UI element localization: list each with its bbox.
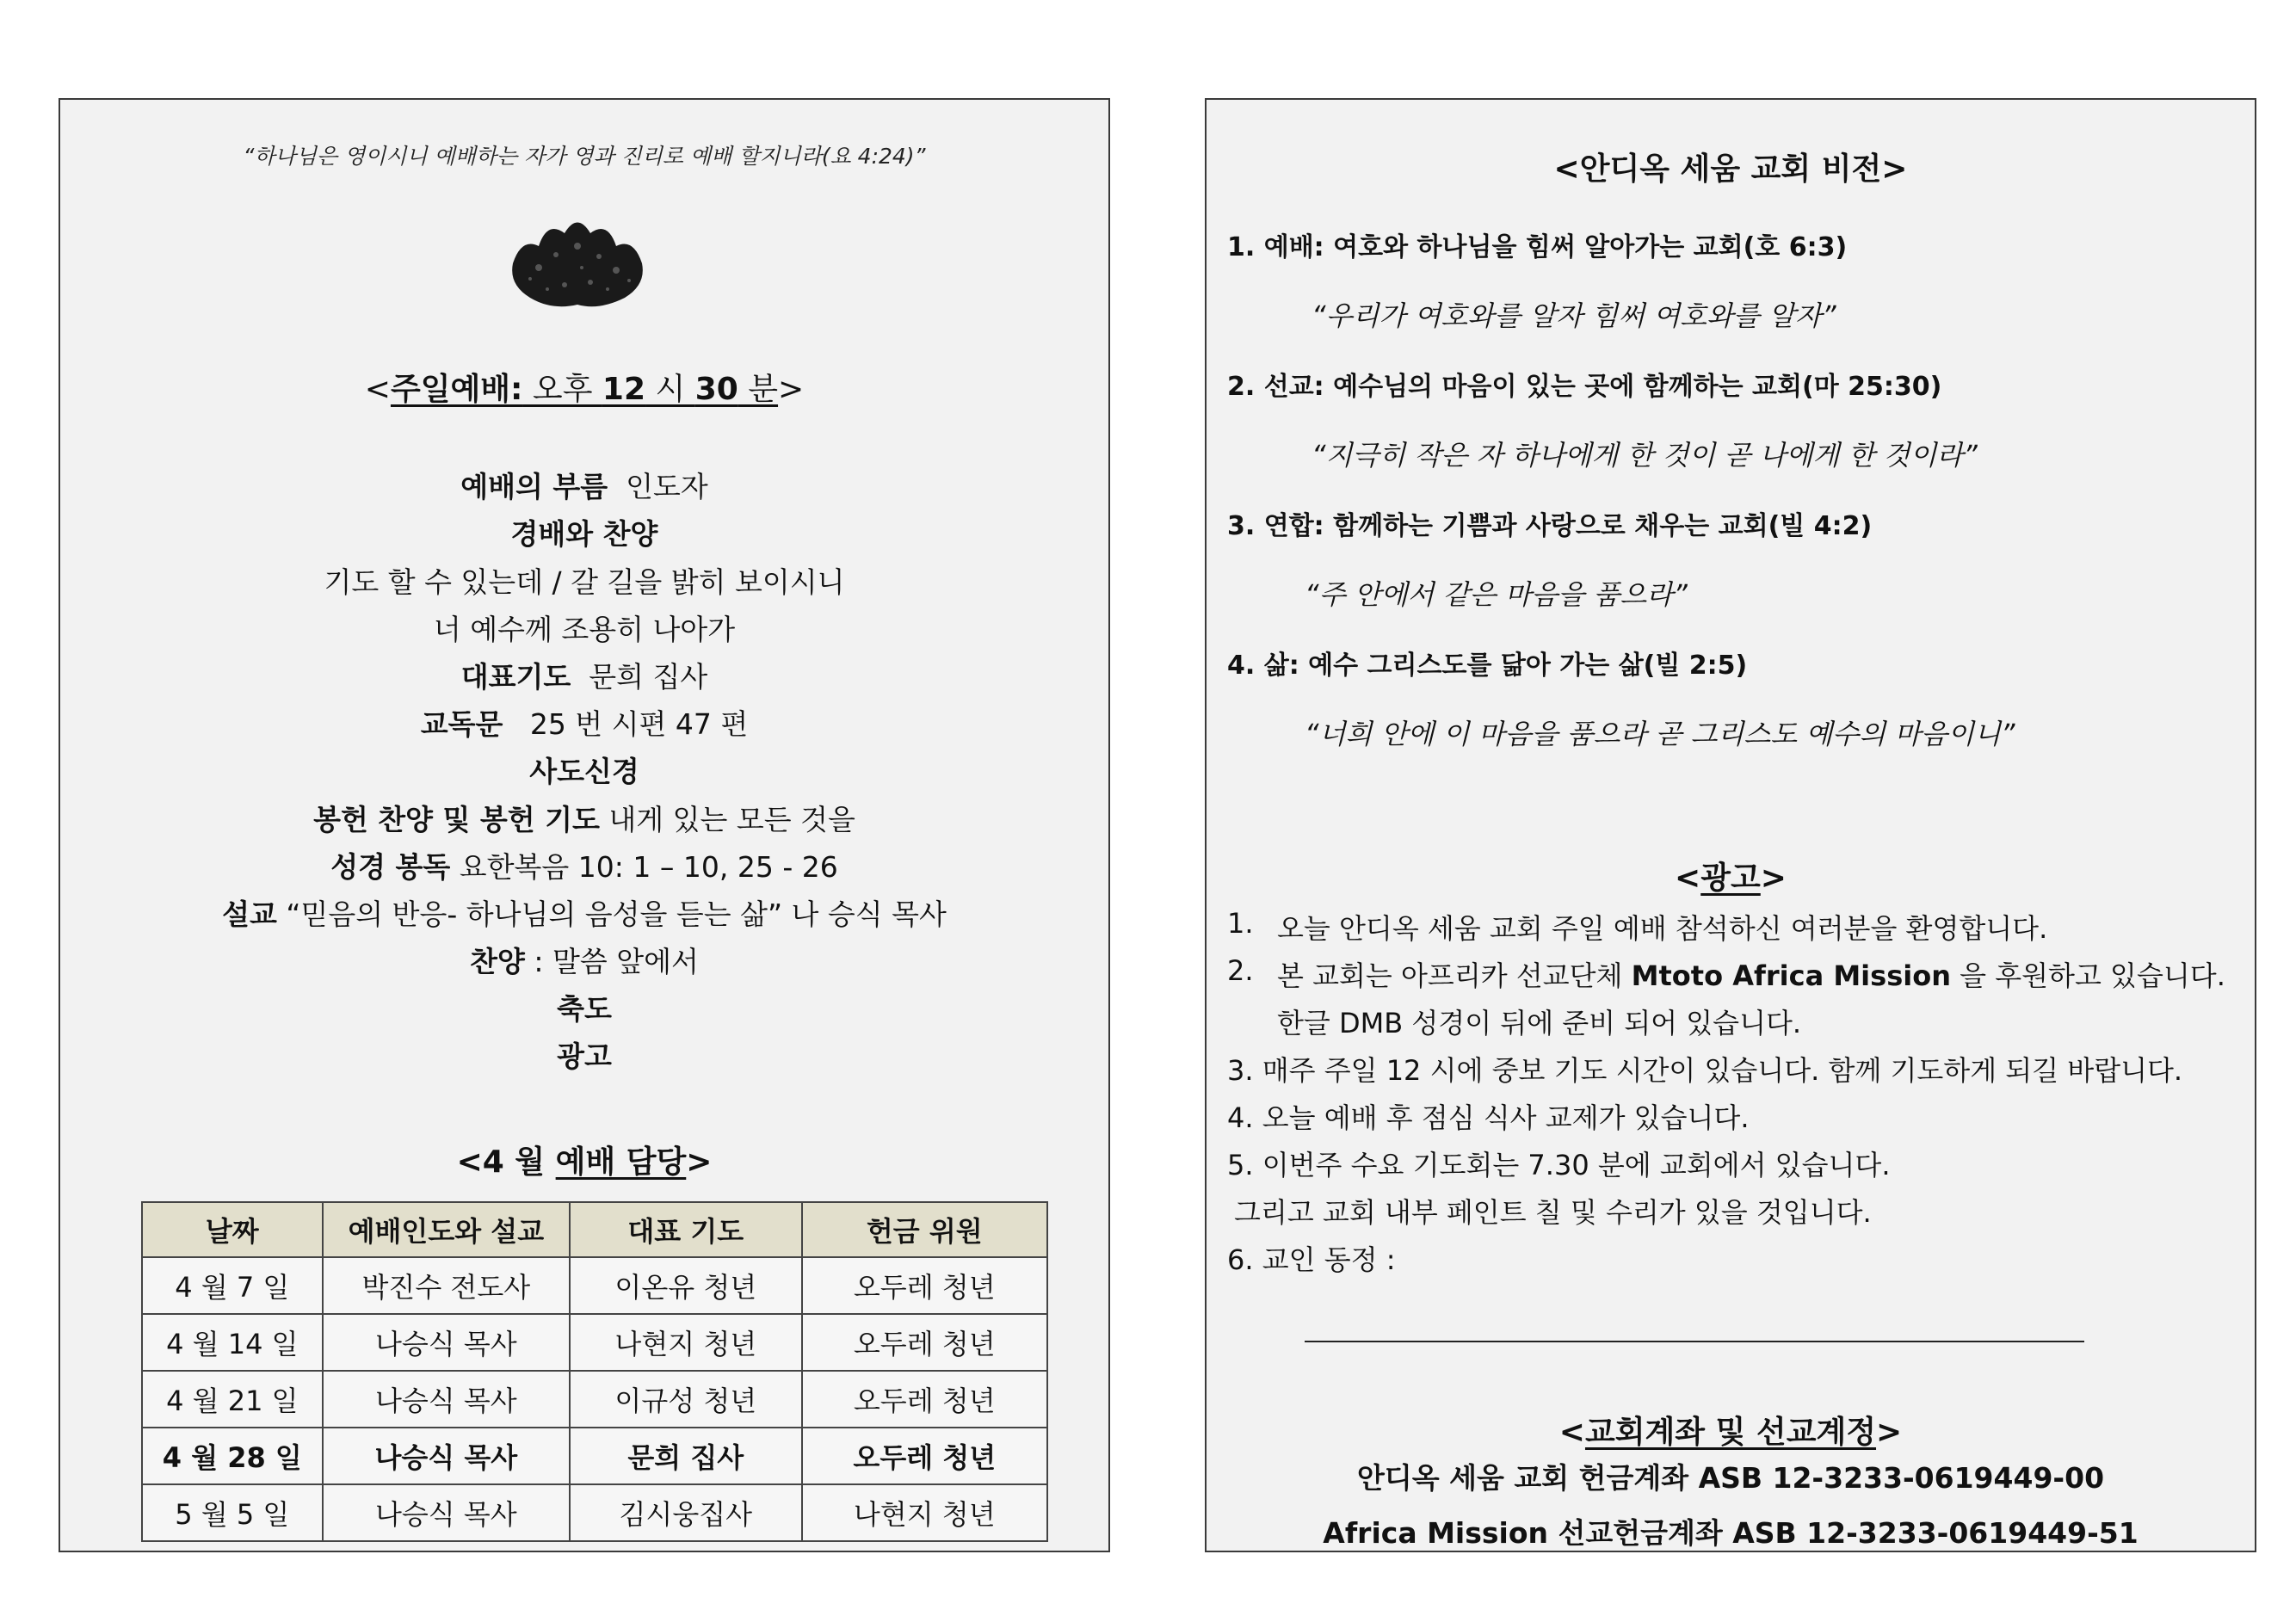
accounts-title: <교회계좌 및 선교계정>: [1558, 1415, 1903, 1450]
cell-leader: 나승식 목사: [323, 1428, 570, 1484]
ad-item-5: 5. 이번주 수요 기도회는 7.30 분에 교회에서 있습니다.: [1227, 1149, 1891, 1181]
order-praise-song-2: 너 예수께 조용히 나아가: [433, 613, 736, 646]
order-sermon: 설교 “믿음의 반응- 하나님의 음성을 듣는 삶” 나 승식 목사: [222, 897, 947, 931]
vision-quote-life: “너희 안에 이 마음을 품으라 곧 그리스도 예수의 마음이니”: [1305, 718, 2015, 750]
service-time: 주일예배: 오후 12 시 30 분: [390, 372, 779, 407]
vision-title: <안디옥 세움 교회 비전>: [1553, 151, 1908, 187]
vision-item-mission: 2. 선교: 예수님의 마음이 있는 곳에 함께하는 교회(마 25:30): [1227, 372, 1942, 402]
vision-quote-unity: “주 안에서 같은 마음을 품으라”: [1305, 578, 1688, 611]
table-header-row: [142, 1202, 1047, 1257]
order-benediction: 축도: [557, 992, 612, 1026]
cell-offering: 오두레 청년: [802, 1371, 1047, 1428]
cell-leader: 나승식 목사: [323, 1314, 570, 1371]
ad-item-6: 6. 교인 동정 :: [1227, 1243, 1396, 1276]
crown-icon: [504, 203, 651, 315]
order-scripture-reading: 성경 봉독 요한복음 10: 1 – 10, 25 - 26: [330, 850, 838, 884]
order-praise-song-1: 기도 할 수 있는데 / 갈 길을 밝히 보이시니: [324, 565, 845, 599]
ad-item-2: 본 교회는 아프리카 선교단체 Mtoto Africa Mission 을 후원하고 있습니다.: [1277, 959, 2225, 992]
cell-prayer: 김시웅집사: [570, 1484, 801, 1541]
cell-offering: 오두레 청년: [802, 1428, 1047, 1484]
table-row: [142, 1371, 1047, 1428]
table-row-current: [142, 1428, 1047, 1484]
table-row: [142, 1314, 1047, 1371]
cell-offering: 오두레 청년: [802, 1257, 1047, 1314]
cell-leader: 박진수 전도사: [323, 1257, 570, 1314]
order-hymn: 찬양 : 말씀 앞에서: [470, 945, 699, 978]
order-prayer: 대표기도 문희 집사: [460, 660, 708, 694]
order-praise: 경배와 찬양: [510, 517, 658, 551]
vision-item-unity: 3. 연합: 함께하는 기쁨과 사랑으로 채우는 교회(빌 4:2): [1227, 511, 1873, 541]
table-row: [142, 1257, 1047, 1314]
cell-leader: 나승식 목사: [323, 1484, 570, 1541]
service-title: <주일예배: 오후 12 시 30 분>: [364, 372, 805, 407]
vision-quote-mission: “지극히 작은 자 하나에게 한 것이 곧 나에게 한 것이라”: [1312, 439, 1978, 472]
ad-number-1: 1.: [1227, 907, 1254, 940]
cell-offering: 나현지 청년: [802, 1484, 1047, 1541]
order-responsive-reading: 교독문 25 번 시편 47 편: [420, 707, 749, 741]
header-date: 날짜: [142, 1202, 323, 1257]
mission-offering-account: Africa Mission 선교헌금계좌 ASB 12-3233-0619449-51: [1323, 1516, 2139, 1550]
ad-item-3: 3. 매주 주일 12 시에 중보 기도 시간이 있습니다. 함께 기도하게 되길 바랍니다.: [1227, 1054, 2183, 1087]
ad-item-2-cont: 한글 DMB 성경이 뒤에 준비 되어 있습니다.: [1277, 1007, 1802, 1039]
cell-prayer: 이규성 청년: [570, 1371, 801, 1428]
order-apostles-creed: 사도신경: [529, 755, 639, 788]
ads-title: <광고>: [1675, 860, 1787, 896]
vision-quote-worship: “우리가 여호와를 알자 힘써 여호와를 알자”: [1312, 299, 1836, 332]
cell-leader: 나승식 목사: [323, 1371, 570, 1428]
right-page: [1205, 98, 2256, 1552]
ad-item-1: 오늘 안디옥 세움 교회 주일 예배 참석하신 여러분을 환영합니다.: [1277, 912, 2048, 945]
order-offering: 봉헌 찬양 및 봉헌 기도 내게 있는 모든 것을: [313, 803, 855, 836]
header-prayer: 대표 기도: [570, 1202, 801, 1257]
order-announcements: 광고: [557, 1039, 612, 1073]
vision-item-life: 4. 삶: 예수 그리스도를 닮아 가는 삶(빌 2:5): [1227, 651, 1748, 681]
schedule-title: <4 월 예배 담당>: [456, 1144, 713, 1180]
header-offering: 헌금 위원: [802, 1202, 1047, 1257]
table-row: [142, 1484, 1047, 1541]
cell-offering: 오두레 청년: [802, 1314, 1047, 1371]
left-page: [59, 98, 1110, 1552]
mission-name: Mtoto Africa Mission: [1631, 959, 1951, 992]
scripture-verse: “하나님은 영이시니 예배하는 자가 영과 진리로 예배 할지니라(요 4:24)”: [243, 144, 926, 169]
cell-date: 4 월 28 일: [142, 1428, 323, 1484]
church-offering-account: 안디옥 세움 교회 헌금계좌 ASB 12-3233-0619449-00: [1356, 1461, 2105, 1495]
divider-line: [1305, 1341, 2084, 1342]
schedule-table: [141, 1201, 1048, 1542]
order-call-to-worship: 예배의 부름 인도자: [460, 470, 708, 503]
cell-prayer: 나현지 청년: [570, 1314, 801, 1371]
cell-date: 5 월 5 일: [142, 1484, 323, 1541]
ad-item-4: 4. 오늘 예배 후 점심 식사 교제가 있습니다.: [1227, 1101, 1750, 1134]
cell-date: 4 월 14 일: [142, 1314, 323, 1371]
vision-item-worship: 1. 예배: 여호와 하나님을 힘써 알아가는 교회(호 6:3): [1227, 232, 1848, 262]
cell-prayer: 문희 집사: [570, 1428, 801, 1484]
cell-date: 4 월 7 일: [142, 1257, 323, 1314]
header-leader-sermon: 예배인도와 설교: [323, 1202, 570, 1257]
ad-number-2: 2.: [1227, 954, 1254, 987]
cell-date: 4 월 21 일: [142, 1371, 323, 1428]
ad-item-5-cont: 그리고 교회 내부 페인트 칠 및 수리가 있을 것입니다.: [1234, 1196, 1872, 1229]
cell-prayer: 이온유 청년: [570, 1257, 801, 1314]
